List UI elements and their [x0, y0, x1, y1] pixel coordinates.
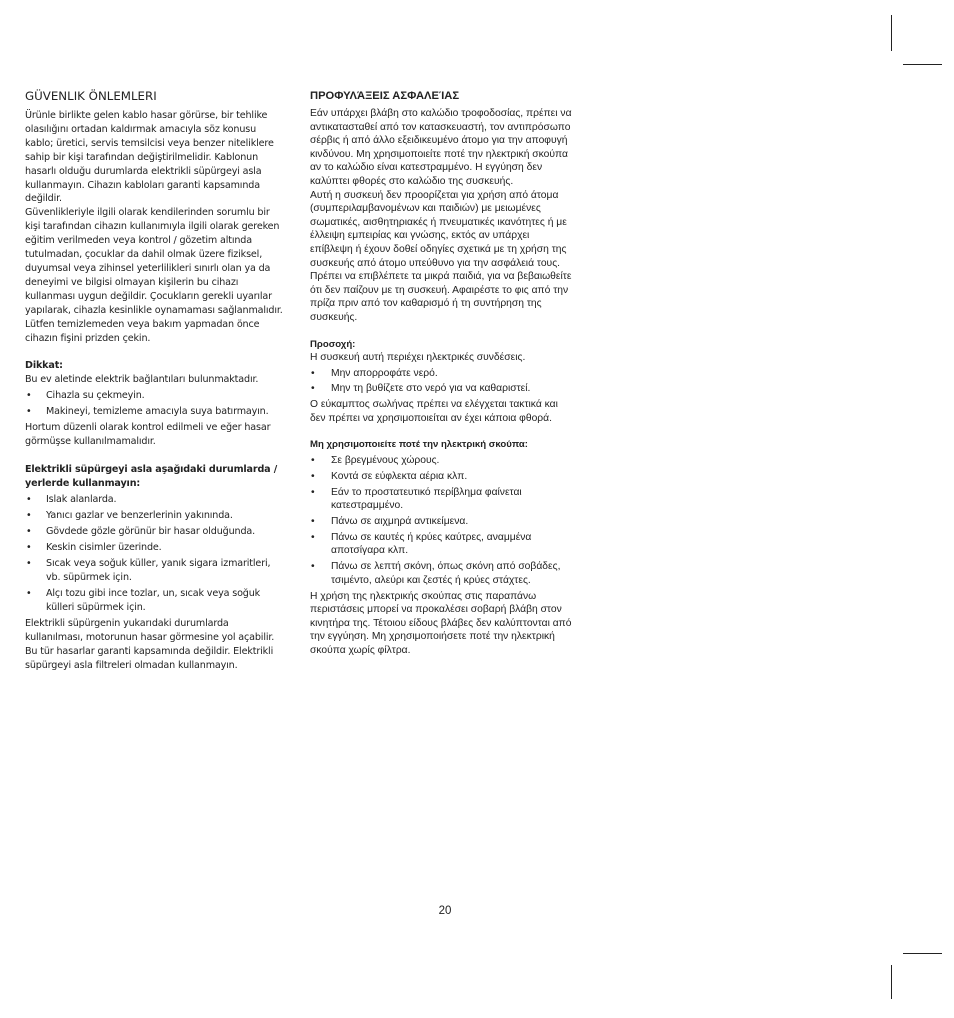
bullet-icon: • — [26, 510, 32, 522]
paragraph: Εάν υπάρχει βλάβη στο καλώδιο τροφοδοσίας, πρέπει να αντικατασταθεί από τον κατασκευαστή, τον αντιπρόσωπο σέρβις ή από άλλο εξειδικευμένο άτομο για την αποφυγή κινδύνου. Μη χρησιμοποιείτε ποτέ την ηλεκτρική σκούπα αν το καλώδιο είναι κατεστραμμένο. Η εγγύηση δεν καλύπτει φθορές στο καλώδιο της συσκευής. — [310, 108, 572, 187]
list-item-text: Makineyi, temizleme amacıyla suya batırmayın. — [46, 406, 269, 418]
list-item-text: Εάν το προστατευτικό περίβλημα φαίνεται κατεστραμμένο. — [331, 486, 522, 512]
paragraph: Ürünle birlikte gelen kablo hasar görürse, bir tehlike olasılığını ortadan kaldırmak amacıyla söz konusu kablo; üretici, servis temsilcisi veya benzer niteliklere sahip bir kişi tarafından değiştirilmelidir. Kablonun hasarlı olduğu durumlarda elektrikli süpürgeyi asla kullanmayın. Cihazın kabloları garanti kapsamında değildir. — [25, 110, 274, 205]
bullet-icon: • — [311, 470, 315, 482]
bullet-icon: • — [26, 406, 32, 418]
list-item-text: Cihazla su çekmeyin. — [46, 390, 145, 402]
list-item — [25, 541, 287, 555]
list-item — [25, 509, 287, 523]
turkish-column — [25, 89, 287, 673]
caution-intro: Bu ev aletinde elektrik bağlantıları bulunmaktadır. — [25, 374, 259, 386]
list-item-text: Yanıcı gazlar ve benzerlerinin yakınında. — [46, 510, 233, 522]
list-item-text: Κοντά σε εύφλεκτα αέρια κλπ. — [331, 470, 468, 482]
list-item — [310, 454, 572, 468]
list-item — [25, 525, 287, 539]
list-item — [25, 389, 287, 403]
list-item — [310, 531, 572, 558]
list-item-text: Σε βρεγμένους χώρους. — [331, 455, 440, 467]
list-item-text: Μην απορροφάτε νερό. — [331, 367, 438, 379]
bullet-icon: • — [311, 531, 315, 543]
list-item — [310, 486, 572, 513]
crop-mark-top-horizontal — [903, 64, 942, 65]
list-item-text: Alçı tozu gibi ince tozlar, un, sıcak veya soğuk külleri süpürmek için. — [46, 588, 261, 614]
greek-column — [310, 89, 572, 657]
list-item-text: Islak alanlarda. — [46, 494, 117, 506]
section-title: ΠΡΟΦΥΛΆΞΕΙΣ ΑΣΦΑΛΕΊΑΣ — [310, 90, 460, 102]
bullet-icon: • — [311, 367, 315, 379]
paragraph: Güvenlikleriyle ilgili olarak kendilerinden sorumlu bir kişi tarafından cihazın kullanımıyla ilgili olarak gereken eğitim verilmeden veya kontrol / gözetim altında tutulmadan, çocuklar da dahil olmak üzere fiziksel, duyumsal veya zihinsel yeterlilikleri sınırlı olan ya da deneyimi ve bilgisi olmayan kişilerin bu cihazı kullanması uygun değildir. Çocukların gerekli uyarılar yapılarak, cihazla kesinlikle oynamaması sağlanmalıdır. Lütfen temizlemeden veya bakım yapmadan önce cihazın fişini prizden çekin. — [25, 207, 283, 344]
list-item — [25, 405, 287, 419]
bullet-icon: • — [311, 455, 315, 467]
paragraph: Αυτή η συσκευή δεν προορίζεται για χρήση από άτομα (συμπεριλαμβανομένων και παιδιών) με μειωμένες σωματικές, αισθητηριακές ή πνευματικές ικανότητες ή με έλλειψη εμπειρίας και γνώσης, εκτός αν υπάρχει επίβλεψη ή έχουν δοθεί οδηγίες σχετικά με τη χρήση της συσκευής από άτομο υπεύθυνο για την ασφάλειά τους. Πρέπει να επιβλέπετε τα μικρά παιδιά, για να βεβαιωθείτε ότι δεν παίζουν με τη συσκευή. Αφαιρέστε το φις από την πρίζα πριν από τον καθαρισμό ή τη συντήρηση της συσκευής. — [310, 189, 572, 323]
list-item — [310, 382, 572, 396]
list-item-text: Gövdede gözle görünür bir hasar olduğunda. — [46, 526, 256, 538]
paragraph: Ο εύκαμπτος σωλήνας πρέπει να ελέγχεται τακτικά και δεν πρέπει να χρησιμοποιείται αν έχει κάποια φθορά. — [310, 399, 558, 424]
list-item — [310, 367, 572, 381]
list-item-text: Keskin cisimler üzerinde. — [46, 542, 162, 554]
crop-mark-bottom-vertical — [891, 965, 892, 999]
bullet-icon: • — [26, 494, 32, 506]
list-item-text: Μην τη βυθίζετε στο νερό για να καθαριστεί. — [331, 383, 531, 395]
caution-list — [310, 367, 572, 396]
crop-mark-top-vertical — [891, 15, 892, 51]
list-item — [310, 515, 572, 529]
crop-mark-bottom-horizontal — [903, 953, 942, 954]
never-use-heading: Elektrikli süpürgeyi asla aşağıdaki durumlarda / yerlerde kullanmayın: — [25, 464, 278, 490]
paragraph: Elektrikli süpürgenin yukarıdaki durumlarda kullanılması, motorunun hasar görmesine yol açabilir. Bu tür hasarlar garanti kapsamında değildir. Elektrikli süpürgeyi asla filtreleri olmadan kullanmayın. — [25, 618, 275, 672]
bullet-icon: • — [311, 486, 315, 498]
caution-heading: Προσοχή: — [310, 338, 356, 350]
list-item-text: Πάνω σε αιχμηρά αντικείμενα. — [331, 515, 469, 527]
list-item — [25, 557, 287, 585]
bullet-icon: • — [26, 542, 32, 554]
list-item — [25, 493, 287, 507]
never-use-list — [310, 454, 572, 587]
list-item-text: Πάνω σε καυτές ή κρύες καύτρες, αναμμένα αποτσίγαρα κλπ. — [331, 531, 532, 557]
section-title: GÜVENLIK ÖNLEMLERI — [25, 89, 157, 103]
never-use-list — [25, 493, 287, 615]
page-number: 20 — [438, 905, 452, 917]
list-item-text: Sıcak veya soğuk küller, yanık sigara izmaritleri, vb. süpürmek için. — [46, 558, 271, 584]
bullet-icon: • — [311, 383, 315, 395]
bullet-icon: • — [311, 515, 315, 527]
list-item-text: Πάνω σε λεπτή σκόνη, όπως σκόνη από σοβάδες, τσιμέντο, αλεύρι και ζεστές ή κρύες στάχτες. — [331, 561, 561, 586]
bullet-icon: • — [26, 526, 32, 538]
paragraph: Hortum düzenli olarak kontrol edilmeli ve eğer hasar görmüşse kullanılmamalıdır. — [25, 422, 271, 448]
bullet-icon: • — [311, 561, 315, 573]
caution-heading: Dikkat: — [25, 360, 63, 372]
paragraph: Η χρήση της ηλεκτρικής σκούπας στις παραπάνω περιστάσεις μπορεί να προκαλέσει σοβαρή βλάβη στον κινητήρα της. Τέτοιου είδους βλάβες δεν καλύπτονται από την εγγύηση. Μη χρησιμοποιήσετε ποτέ την ηλεκτρική σκούπα χωρίς φίλτρα. — [310, 590, 572, 656]
bullet-icon: • — [26, 558, 32, 570]
bullet-icon: • — [26, 588, 32, 600]
never-use-heading: Μη χρησιμοποιείτε ποτέ την ηλεκτρική σκούπα: — [310, 439, 529, 451]
caution-list — [25, 389, 287, 419]
list-item — [25, 587, 287, 615]
caution-intro: Η συσκευή αυτή περιέχει ηλεκτρικές συνδέσεις. — [310, 352, 526, 364]
list-item — [310, 560, 572, 587]
list-item — [310, 470, 572, 484]
bullet-icon: • — [26, 390, 32, 402]
